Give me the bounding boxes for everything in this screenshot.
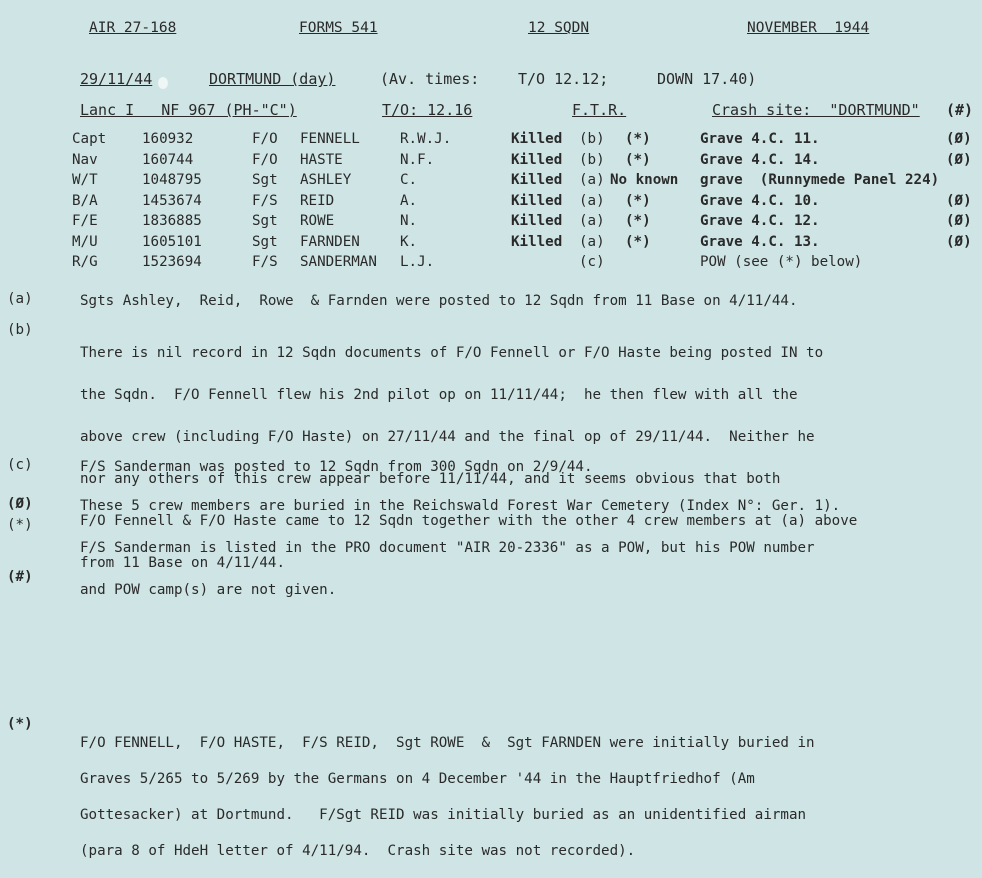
crew-mark: (*): [625, 233, 651, 250]
crew-mark: (*): [625, 192, 651, 209]
aircraft-takeoff: T/O: 12.16: [382, 101, 473, 119]
crew-surname: FARNDEN: [300, 233, 360, 250]
crew-service-number: 160932: [142, 131, 194, 147]
crew-rank: F/S: [252, 254, 278, 270]
crew-grave: Grave 4.C. 12.: [700, 213, 820, 229]
crew-surname: HASTE: [300, 151, 343, 168]
crew-rank: Sgt: [252, 233, 278, 250]
crew-status: Killed: [511, 213, 563, 229]
crew-mark: (*): [625, 151, 651, 168]
forms-reference: FORMS 541: [299, 20, 378, 36]
note-c-label: (c): [7, 457, 33, 473]
note-b-line: nor any others of this crew appear before 11/11/44, and it seems obvious that both: [80, 471, 781, 487]
crew-grave-mark: (Ø): [946, 131, 972, 147]
crew-role: W/T: [72, 172, 98, 188]
footnote-star-label: (*): [7, 716, 33, 732]
crew-initials: N.: [400, 213, 418, 229]
note-star-line: F/S Sanderman is listed in the PRO document "AIR 20-2336" as a POW, but his POW number: [80, 540, 815, 556]
crew-note: (c): [579, 254, 605, 270]
note-b-line: There is nil record in 12 Sqdn documents of F/O Fennell or F/O Haste being posted IN to: [80, 345, 824, 361]
footnote-line: F/O FENNELL, F/O HASTE, F/S REID, Sgt ROWE & Sgt FARNDEN were initially buried in: [80, 735, 815, 751]
crew-note: (a): [579, 192, 605, 209]
crew-status: Killed: [511, 151, 563, 168]
crew-surname: FENNELL: [300, 131, 360, 147]
crew-grave: Grave 4.C. 13.: [700, 233, 820, 250]
crew-note: (a): [579, 172, 605, 188]
op-target: DORTMUND (day): [209, 70, 336, 88]
note-hash-label: (#): [7, 569, 33, 585]
crew-role: R/G: [72, 254, 98, 270]
footnote-line: Gottesacker) at Dortmund. F/Sgt REID was initially buried as an unidentified airman: [80, 807, 807, 823]
aircraft-type: Lanc I NF 967 (PH-"C"): [80, 101, 297, 119]
crew-grave-mark: (Ø): [946, 192, 972, 209]
crew-initials: R.W.J.: [400, 131, 452, 147]
crew-grave-mark: (Ø): [946, 151, 972, 168]
crew-grave: POW (see (*) below): [700, 254, 863, 270]
crew-initials: C.: [400, 172, 418, 188]
crew-service-number: 1523694: [142, 254, 202, 270]
crew-rank: F/S: [252, 192, 278, 209]
op-down: DOWN 17.40): [657, 70, 757, 88]
crew-surname: SANDERMAN: [300, 254, 377, 270]
crew-role: F/E: [72, 213, 98, 229]
crew-grave-mark: (Ø): [946, 213, 972, 229]
crew-grave: Grave 4.C. 10.: [700, 192, 820, 209]
crew-surname: REID: [300, 192, 335, 209]
crew-initials: N.F.: [400, 151, 435, 168]
crew-note: (a): [579, 213, 605, 229]
note-star-text: [80, 517, 815, 622]
crew-initials: K.: [400, 233, 418, 250]
crew-note: (b): [579, 151, 605, 168]
op-takeoff: T/O 12.12;: [518, 70, 609, 88]
crew-surname: ASHLEY: [300, 172, 352, 188]
crew-service-number: 1048795: [142, 172, 202, 188]
footnote-star-text: [80, 716, 815, 878]
note-empty-set-text: These 5 crew members are buried in the Reichswald Forest War Cemetery (Index N°: Ger. 1).: [80, 498, 841, 514]
crew-service-number: 1605101: [142, 233, 202, 250]
crew-status: Killed: [511, 233, 563, 250]
crew-grave: Grave 4.C. 14.: [700, 151, 820, 168]
note-b-line: F/O Fennell & F/O Haste came to 12 Sqdn together with the other 4 crew members at (a) above: [80, 513, 858, 529]
crew-service-number: 1453674: [142, 192, 202, 209]
crew-grave-mark: (Ø): [946, 233, 972, 250]
crew-rank: F/O: [252, 131, 278, 147]
crew-note: (b): [579, 131, 605, 147]
crew-role: M/U: [72, 233, 98, 250]
air-reference: AIR 27-168: [89, 20, 177, 36]
crew-service-number: 1836885: [142, 213, 202, 229]
crash-site: Crash site: "DORTMUND": [712, 101, 920, 119]
note-b-line: the Sqdn. F/O Fennell flew his 2nd pilot op on 11/11/44; he then flew with all the: [80, 387, 798, 403]
note-a-text: Sgts Ashley, Reid, Rowe & Farnden were posted to 12 Sqdn from 11 Base on 4/11/44.: [80, 293, 798, 309]
month-title: NOVEMBER 1944: [747, 20, 870, 36]
crew-mark: (*): [625, 131, 651, 147]
note-star-line: and POW camp(s) are not given.: [80, 582, 337, 598]
note-c-text: F/S Sanderman was posted to 12 Sqdn from 300 Sqdn on 2/9/44.: [80, 459, 593, 475]
note-a-label: (a): [7, 291, 33, 307]
crew-grave: Grave 4.C. 11.: [700, 131, 820, 147]
crew-note: (a): [579, 233, 605, 250]
op-times-label: (Av. times:: [380, 70, 480, 88]
crash-site-mark: (#): [946, 101, 974, 119]
crew-surname: ROWE: [300, 213, 335, 229]
crew-rank: Sgt: [252, 172, 278, 188]
crew-status: Killed: [511, 131, 563, 147]
crew-initials: L.J.: [400, 254, 435, 270]
ftr-heading: F.T.R.: [572, 101, 627, 119]
footnote-line: (para 8 of HdeH letter of 4/11/94. Crash site was not recorded).: [80, 843, 636, 859]
note-star-label: (*): [7, 517, 33, 533]
crew-initials: A.: [400, 192, 418, 209]
crew-mark: No known: [610, 172, 679, 188]
note-b-label: (b): [7, 322, 33, 338]
op-date: 29/11/44: [80, 70, 153, 88]
paper-mark: [158, 77, 168, 89]
crew-mark: (*): [625, 213, 651, 229]
note-b-line: from 11 Base on 4/11/44.: [80, 555, 285, 571]
crew-role: Capt: [72, 131, 107, 147]
crew-role: B/A: [72, 192, 98, 209]
note-empty-set-label: (Ø): [7, 496, 33, 512]
squadron-title: 12 SQDN: [528, 20, 590, 36]
crew-status: Killed: [511, 192, 563, 209]
crew-rank: F/O: [252, 151, 278, 168]
crew-service-number: 160744: [142, 151, 194, 168]
crew-role: Nav: [72, 151, 98, 168]
crew-status: Killed: [511, 172, 563, 188]
footnote-line: Graves 5/265 to 5/269 by the Germans on 4 December '44 in the Hauptfriedhof (Am: [80, 771, 755, 787]
crew-rank: Sgt: [252, 213, 278, 229]
crew-grave: grave (Runnymede Panel 224): [700, 172, 940, 188]
note-b-line: above crew (including F/O Haste) on 27/11/44 and the final op of 29/11/44. Neither he: [80, 429, 815, 445]
